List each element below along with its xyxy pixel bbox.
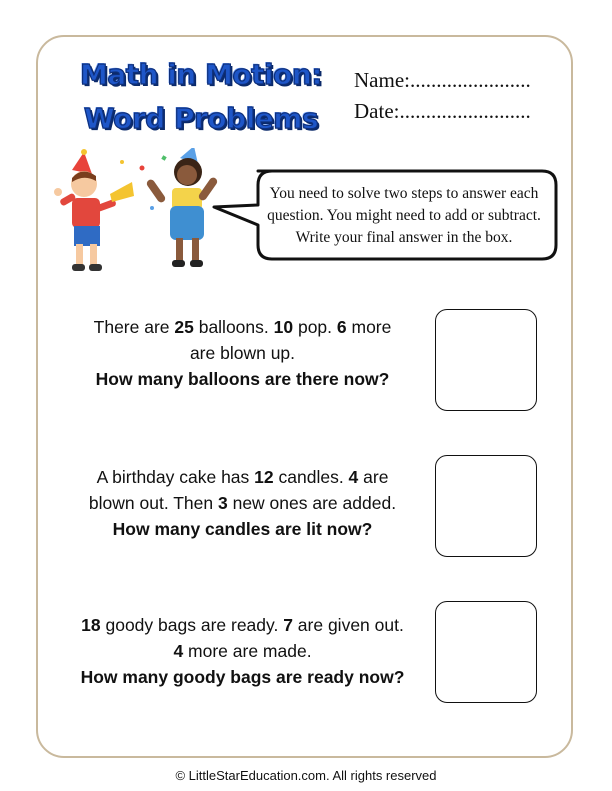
boy-figure [54, 149, 134, 271]
question-2 [50, 464, 435, 542]
instructions-text [252, 183, 556, 249]
answer-box-3[interactable] [435, 601, 537, 703]
girl-figure [145, 148, 218, 267]
copyright-footer: © LittleStarEducation.com. All rights reserved [175, 768, 437, 783]
question-1-line-1: There are 25 balloons. 10 pop. 6 more [93, 317, 392, 337]
question-2-line-2: blown out. Then 3 new ones are added. [88, 493, 397, 513]
answer-box-1[interactable] [435, 309, 537, 411]
question-2-line-1: A birthday cake has 12 candles. 4 are [96, 467, 389, 487]
question-2-ask: How many candles are lit now? [112, 519, 373, 539]
title-line-1: Math in Motion: [79, 58, 323, 91]
question-3-line-1: 18 goody bags are ready. 7 are given out. [81, 615, 404, 635]
question-1-line-2: are blown up. [189, 343, 296, 363]
question-1 [50, 314, 435, 392]
instructions-line-2: question. You might need to add or subtract. [267, 207, 541, 224]
question-3-ask: How many goody bags are ready now? [80, 667, 405, 687]
date-field[interactable]: Date:......................... [354, 99, 531, 123]
name-field[interactable]: Name:....................... [354, 68, 531, 92]
answer-box-2[interactable] [435, 455, 537, 557]
question-3-line-2: 4 more are made. [173, 641, 312, 661]
question-3 [50, 612, 435, 690]
instructions-line-3: Write your final answer in the box. [295, 229, 513, 246]
title-line-2: Word Problems [83, 102, 319, 135]
party-kids-illustration [52, 148, 227, 288]
question-1-ask: How many balloons are there now? [95, 369, 390, 389]
instructions-line-1: You need to solve two steps to answer each [269, 185, 539, 202]
